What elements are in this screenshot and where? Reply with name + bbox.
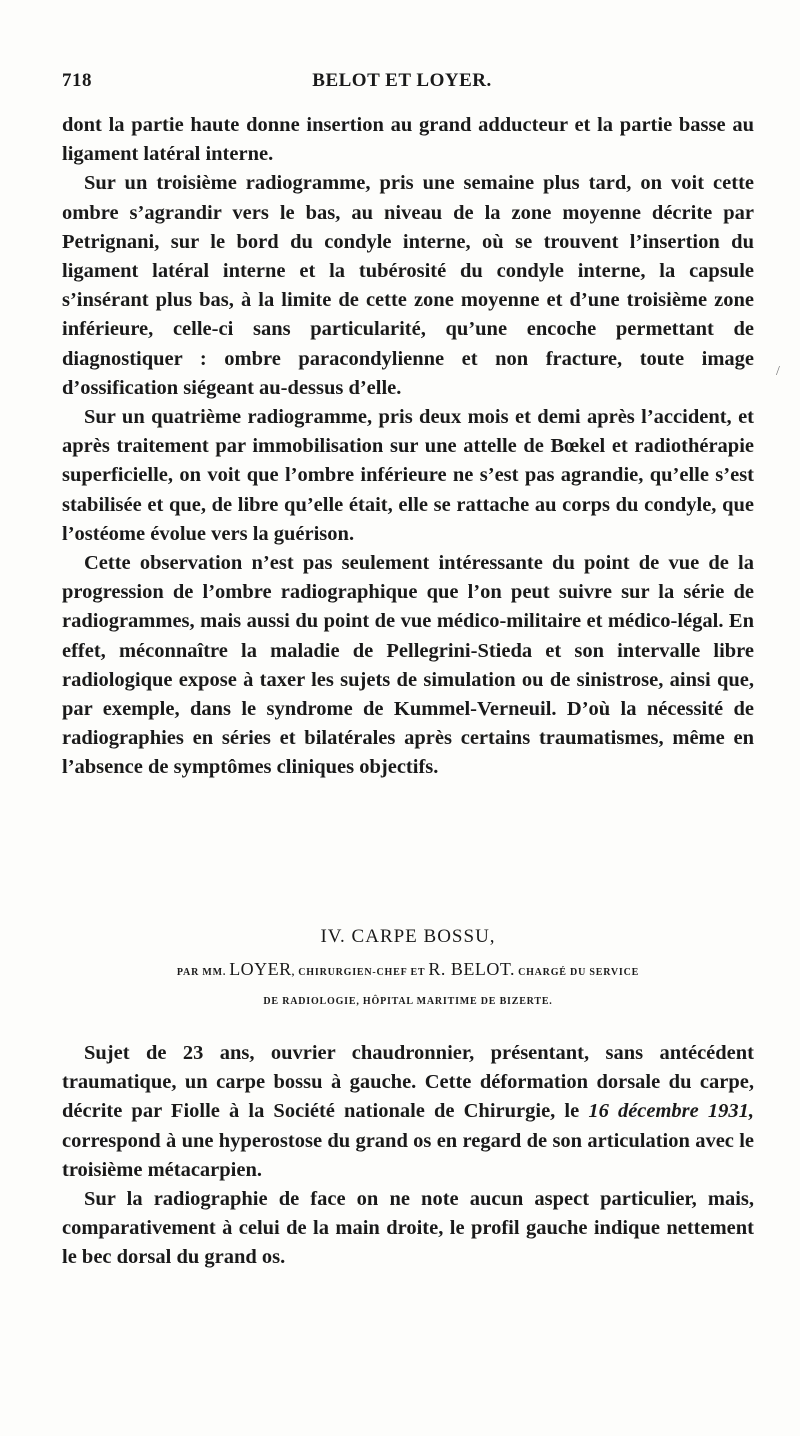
byline-authors [62,959,754,980]
running-title: BELOT ET LOYER. [312,70,492,91]
paragraph-observation: Cette observation n’est pas seulement intéressante du point de vue de la progression de l’ombre radiographique que l’on peut suivre sur la série de radiogrammes, mais aussi du point de vue médico-militaire et médico-légal. En effet, méconnaître la maladie de Pellegrini-Stieda et son intervalle libre radiologique expose à taxer les sujets de simulation ou de sinistrose, ainsi que, par exemple, dans le syndrome de Kummel-Verneuil. D’où la nécessité de radiographies en séries et bilatérales après certains traumatismes, même en l’absence de symptômes cliniques objectifs. [62,552,754,779]
author-belot: R. BELOT. [428,959,516,979]
author-belot-role: CHARGÉ DU SERVICE [518,967,640,978]
paragraph-radiography: Sur la radiographie de face on ne note aucun aspect particulier, mais, comparativement à celui de la main droite, le profil gauche indique nettement le bec dorsal du grand os. [62,1188,754,1269]
date-reference: 16 décembre 1931, [588,1100,755,1123]
body-text-top [62,111,754,783]
running-head [62,70,742,100]
paragraph-third-radiogram: Sur un troisième radiogramme, pris une semaine plus tard, on voit cette ombre s’agrandir vers le bas, au niveau de la zone moyenne décrite par Petrignani, sur le bord du condyle interne, où se trouvent l’insertion du ligament latéral interne et la tubérosité du condyle interne, la capsule s’insérant plus bas, à la limite de cette zone moyenne et d’une troisième zone inférieure, celle-ci sans particularité, qu’une encoche permettant de diagnostiquer : ombre paracondylienne et non fracture, toute image d’ossification siégeant au-dessus d’elle. [62,172,754,399]
byline-affiliation: DE RADIOLOGIE, HÔPITAL MARITIME DE BIZERTE. [263,996,553,1007]
paragraph-continuation: dont la partie haute donne insertion au grand adducteur et la partie basse au ligament latéral interne. [62,114,754,166]
section-heading: IV. CARPE BOSSU, [320,926,496,947]
author-loyer-role: , CHIRURGIEN-CHEF ET [291,967,426,978]
author-loyer: LOYER [229,959,292,979]
subject-text-end: correspond à une hyperostose du grand os en regard de son articulation avec le troisième métacarpien. [62,1129,754,1181]
paragraph-subject [62,1039,754,1185]
body-text-bottom [62,1039,754,1273]
byline-par: PAR MM. [176,967,227,978]
page-number: 718 [62,70,92,91]
paragraph-fourth-radiogram: Sur un quatrième radiogramme, pris deux mois et demi après l’accident, et après traitement par immobilisation sur une attelle de Bœkel et radiothérapie superficielle, on voit que l’ombre inférieure ne s’est pas agrandie, qu’elle s’est stabilisée et que, de libre qu’elle était, elle se rattache au corps du condyle, que l’ostéome évolue vers la guérison. [62,406,754,545]
margin-mark: / [776,364,780,379]
subject-text-start: Sujet de 23 ans, ouvrier chaudronnier, présentant, sans antécédent traumatique, un carpe bossu à gauche. Cette déformation dorsale du carpe, décrite par Fiolle à la Société nationale de Chirurgie, le [62,1042,754,1123]
